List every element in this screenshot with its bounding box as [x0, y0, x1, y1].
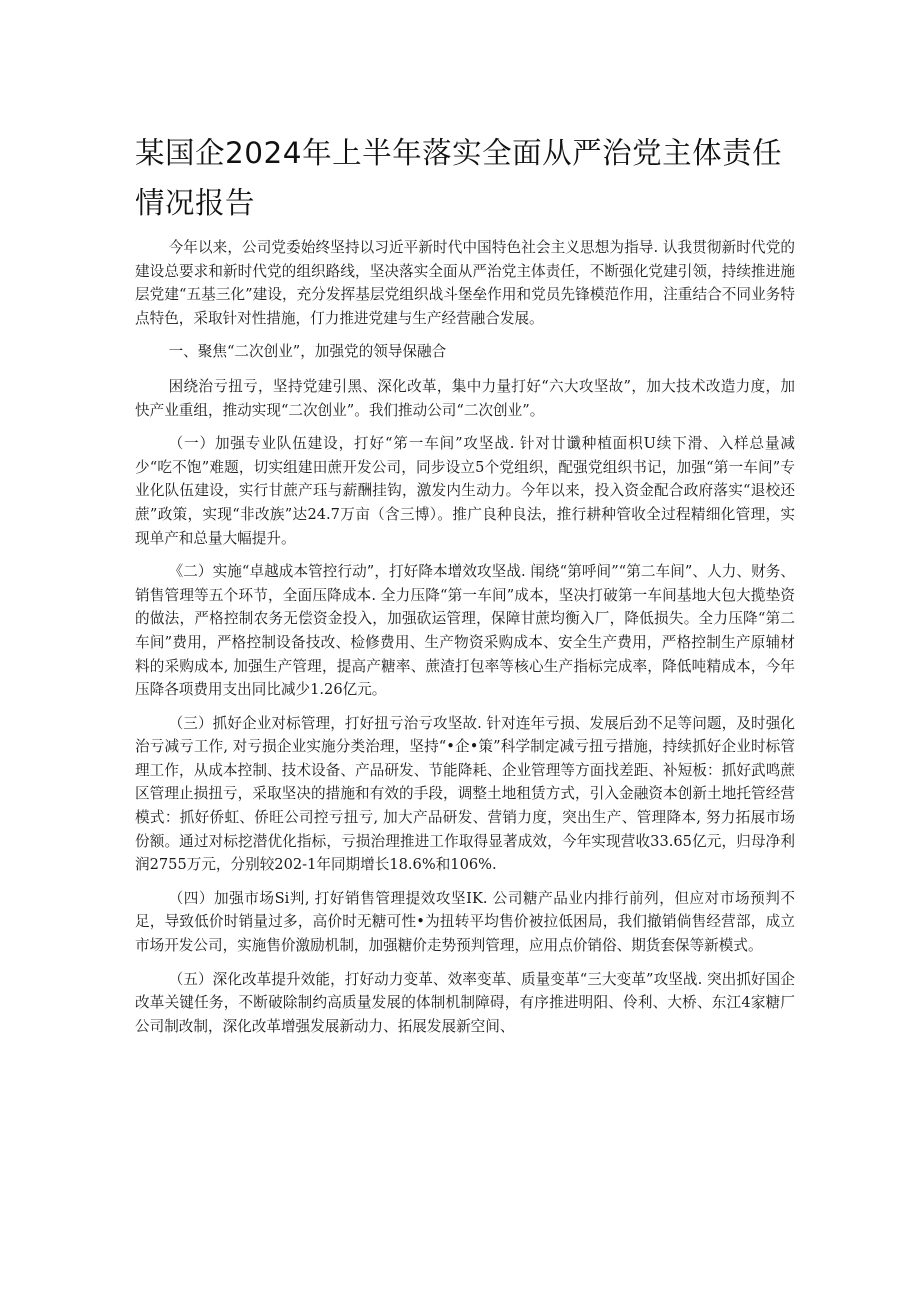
item-4-paragraph: （四）加强市场Si判, 打好销售管理提效攻坚IK. 公司糖产品业内排行前列，但应对市场预判不足，导致低价时销量过多，高价时无糖可性•为扭转平均售价被拉低困局，我们撤销倘售经营部，成立市场开发公司，实施售价激励机制，加强糖价走势预判管理，应用点价销俗、期货套保等新模式。	[135, 889, 795, 955]
section-heading-1: 一、聚焦“二次创业”，加强党的领导保融合	[168, 343, 447, 361]
item-2-paragraph: 《二）实施“卓越成本管控行动”，打好降本增效攻坚战. 闱绕“第呼间”“第二车间”、人力、财务、销售管理等五个环节，全面压降成本. 全力压降“第一车间”成本，坚决打破第一车间基地大包大揽垫资的做法，严格控制农务无偿资金投入，加强砍运管理，保障甘蔗均衡入厂，降低损失。全力压降“第二车间”费用，严格控制设备技改、检修费用、生产物资采购成本、安全生产费用，严格控制生产原辅材料的采购成本, 加强生产管理，提高产糖率、蔗渣打包率等核心生产指标完成率，降低吨精成本，今年压降各项费用支出同比减少1.26亿元。	[135, 563, 795, 699]
document-body	[135, 236, 795, 1048]
item-5-paragraph: （五）深化改革提升效能，打好动力变革、效率变革、质量变革“三大变革”攻坚战. 突出抓好国企改革关键任务，不断破除制约高质量发展的体制机制障碍，有序推进明阳、伶利、大桥、东江4家糖厂公司制改制，深化改革增强发展新动力、拓展发展新空间、	[135, 970, 795, 1035]
section-1-overview-paragraph: 困绕治亏扭亏，坚持党建引黑、深化改革，集中力量打好“六大攻坚故”，加大技术改造力度，加快产业重组，推动实现“二次创业”。我们推动公司“二次创业”。	[135, 377, 795, 419]
intro-paragraph: 今年以来，公司党委始终坚持以习近平新时代中国特色社会主义思想为指导. 认我贯彻新时代党的建设总要求和新时代党的组织路线，坚决落实全面从严治党主体责任，不断强化党建引领，持续推进施层党建“五基三化”建设，充分发挥基层党组织战斗堡垒作用和党员先锋模范作用，注重结合不同业务特点特色，采取针对性措施，仃力推进党建与生产经营融合发展。	[135, 239, 795, 327]
item-3-paragraph: （三）抓好企业对标管理，打好扭亏治亏攻坚故. 针对连年亏损、发展后劲不足等问题，及时强化治亏减亏工作, 对亏损企业实施分类治理，坚持“•企•策”科学制定减亏扭亏措施，持续抓好企业时标管理工作，从成本控制、技术设备、产品研发、节能降耗、企业管理等方面找差距、补短板：抓好武鸣蔗区管理止损扭亏，采取坚决的措施和有效的手段，调整土地租赁方式，引入金融资本创新土地托管经营模式：抓好侨虹、侨旺公司控亏扭亏, 加大产品研发、营销力度，突出生产、管理降本, 努力拓展市场份额。通过对标挖潜优化指标，亏损治理推进工作取得显著成效，今年实现营收33.65亿元，归母净利润2755万元，分别较202-1年同期增长18.6%和106%.	[135, 714, 795, 874]
document-title: 某国企2024年上半年落实全面从严治党主体责任情况报告	[135, 136, 783, 220]
item-1-paragraph: （一）加强专业队伍建设，打好“笫一车间”攻坚战. 针对廿谶种植面枳U续下滑、入样总量减少“吃不饱”难题，切实组建田蔗开发公司，同步设立5个党组织，配强党组织书记，加强“第一车间”专业化队伍建设，实行甘蔗产珏与薪酬挂钩，激发内生动力。今年以来，投入资金配合政府落实“退校还蔗”政策，实现“非改族”达24.7万亩（含三博）。推广良种良法，推行耕种管收全过程精细化管理，实现单产和总量大幅提升。	[135, 435, 795, 547]
